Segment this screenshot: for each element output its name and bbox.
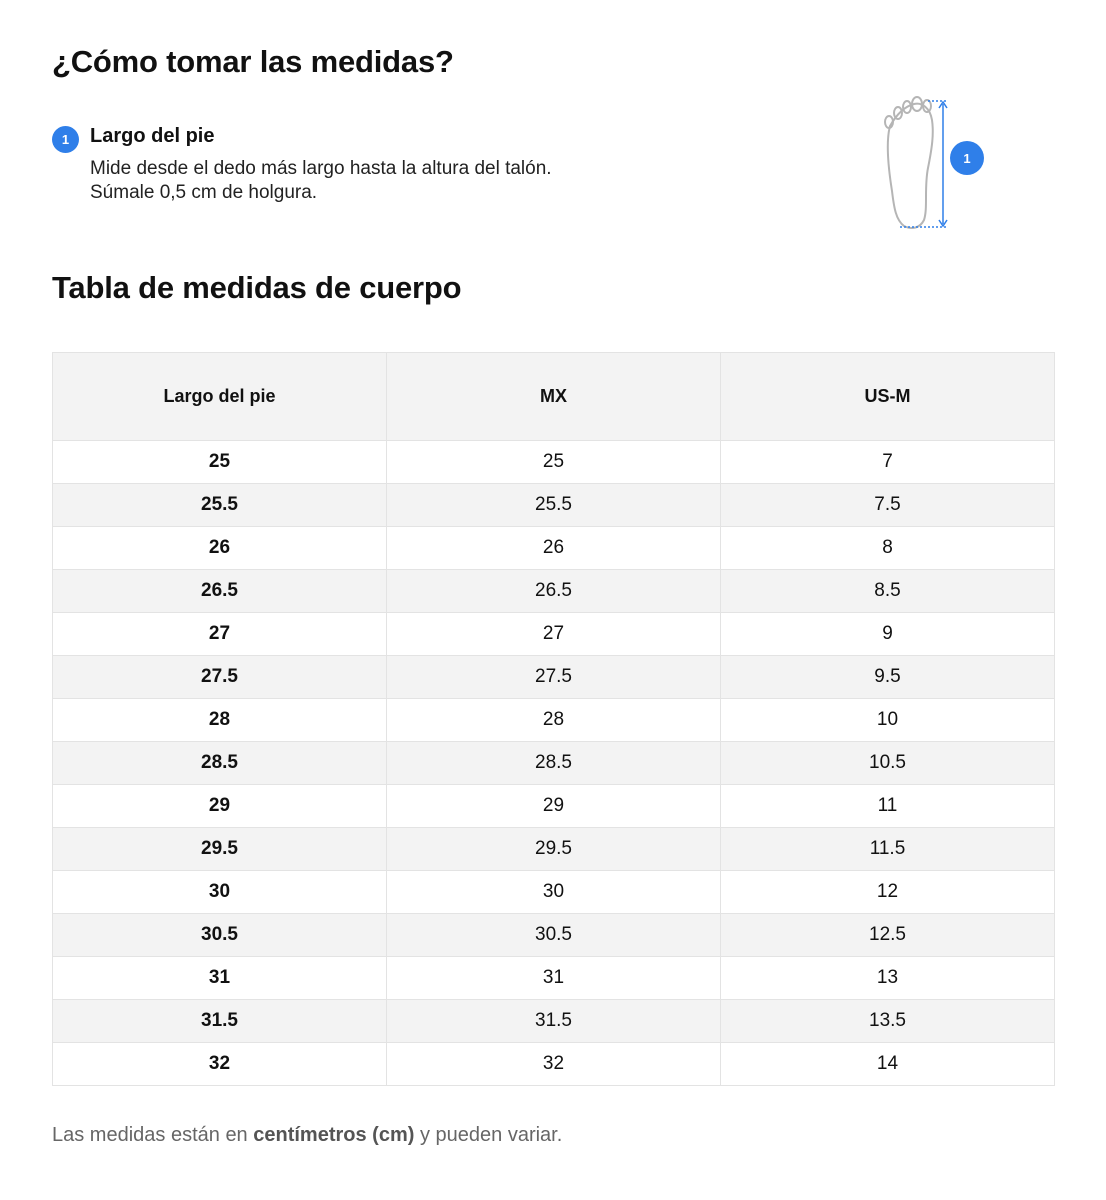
table-row [53, 957, 1055, 1000]
cell-us-m: 7 [721, 441, 1055, 484]
cell-mx: 25 [387, 441, 721, 484]
table-row [53, 914, 1055, 957]
cell-us-m: 12 [721, 871, 1055, 914]
cell-foot-length: 26 [53, 527, 387, 570]
cell-foot-length: 27.5 [53, 656, 387, 699]
cell-mx: 29 [387, 785, 721, 828]
cell-mx: 26.5 [387, 570, 721, 613]
size-table [52, 352, 1055, 1086]
footnote-text: Las medidas están en [52, 1124, 254, 1146]
cell-us-m: 8 [721, 527, 1055, 570]
table-row [53, 1000, 1055, 1043]
footnote [52, 1124, 562, 1147]
cell-foot-length: 26.5 [53, 570, 387, 613]
cell-us-m: 13 [721, 957, 1055, 1000]
cell-us-m: 12.5 [721, 914, 1055, 957]
figure-number-badge: 1 [950, 141, 984, 175]
cell-foot-length: 31.5 [53, 1000, 387, 1043]
cell-foot-length: 30.5 [53, 914, 387, 957]
cell-mx: 31.5 [387, 1000, 721, 1043]
cell-foot-length: 29 [53, 785, 387, 828]
header-mx: MX [387, 353, 721, 441]
table-row [53, 484, 1055, 527]
cell-foot-length: 25.5 [53, 484, 387, 527]
cell-foot-length: 28 [53, 699, 387, 742]
cell-foot-length: 25 [53, 441, 387, 484]
cell-mx: 26 [387, 527, 721, 570]
table-row [53, 656, 1055, 699]
cell-us-m: 13.5 [721, 1000, 1055, 1043]
cell-us-m: 9 [721, 613, 1055, 656]
cell-us-m: 7.5 [721, 484, 1055, 527]
header-foot-length: Largo del pie [53, 353, 387, 441]
cell-us-m: 11.5 [721, 828, 1055, 871]
table-row [53, 785, 1055, 828]
step-description: Mide desde el dedo más largo hasta la altura del talón. Súmale 0,5 cm de holgura. [90, 158, 552, 203]
cell-us-m: 14 [721, 1043, 1055, 1086]
cell-foot-length: 27 [53, 613, 387, 656]
table-row [53, 742, 1055, 785]
footnote-unit: centímetros (cm) [253, 1124, 415, 1146]
cell-us-m: 8.5 [721, 570, 1055, 613]
table-row [53, 441, 1055, 484]
table-row [53, 527, 1055, 570]
table-row [53, 613, 1055, 656]
footnote-text-end: y pueden variar. [414, 1124, 563, 1146]
table-row [53, 828, 1055, 871]
cell-mx: 32 [387, 1043, 721, 1086]
cell-mx: 27 [387, 613, 721, 656]
cell-foot-length: 32 [53, 1043, 387, 1086]
cell-foot-length: 30 [53, 871, 387, 914]
table-title: Tabla de medidas de cuerpo [52, 270, 462, 305]
cell-us-m: 10 [721, 699, 1055, 742]
cell-mx: 30.5 [387, 914, 721, 957]
table-body [53, 441, 1055, 1086]
cell-us-m: 10.5 [721, 742, 1055, 785]
table-row [53, 699, 1055, 742]
cell-foot-length: 29.5 [53, 828, 387, 871]
header-us-m: US-M [721, 353, 1055, 441]
cell-mx: 25.5 [387, 484, 721, 527]
table-row [53, 1043, 1055, 1086]
foot-sole-shape [888, 104, 933, 228]
cell-mx: 28 [387, 699, 721, 742]
cell-us-m: 11 [721, 785, 1055, 828]
step-number-badge: 1 [52, 126, 79, 153]
step-title: Largo del pie [90, 125, 215, 147]
cell-foot-length: 28.5 [53, 742, 387, 785]
guide-title: ¿Cómo tomar las medidas? [52, 44, 454, 79]
cell-mx: 30 [387, 871, 721, 914]
table-row [53, 871, 1055, 914]
cell-mx: 31 [387, 957, 721, 1000]
cell-mx: 27.5 [387, 656, 721, 699]
cell-mx: 28.5 [387, 742, 721, 785]
cell-us-m: 9.5 [721, 656, 1055, 699]
cell-mx: 29.5 [387, 828, 721, 871]
cell-foot-length: 31 [53, 957, 387, 1000]
table-header-row [53, 353, 1055, 441]
table-row [53, 570, 1055, 613]
